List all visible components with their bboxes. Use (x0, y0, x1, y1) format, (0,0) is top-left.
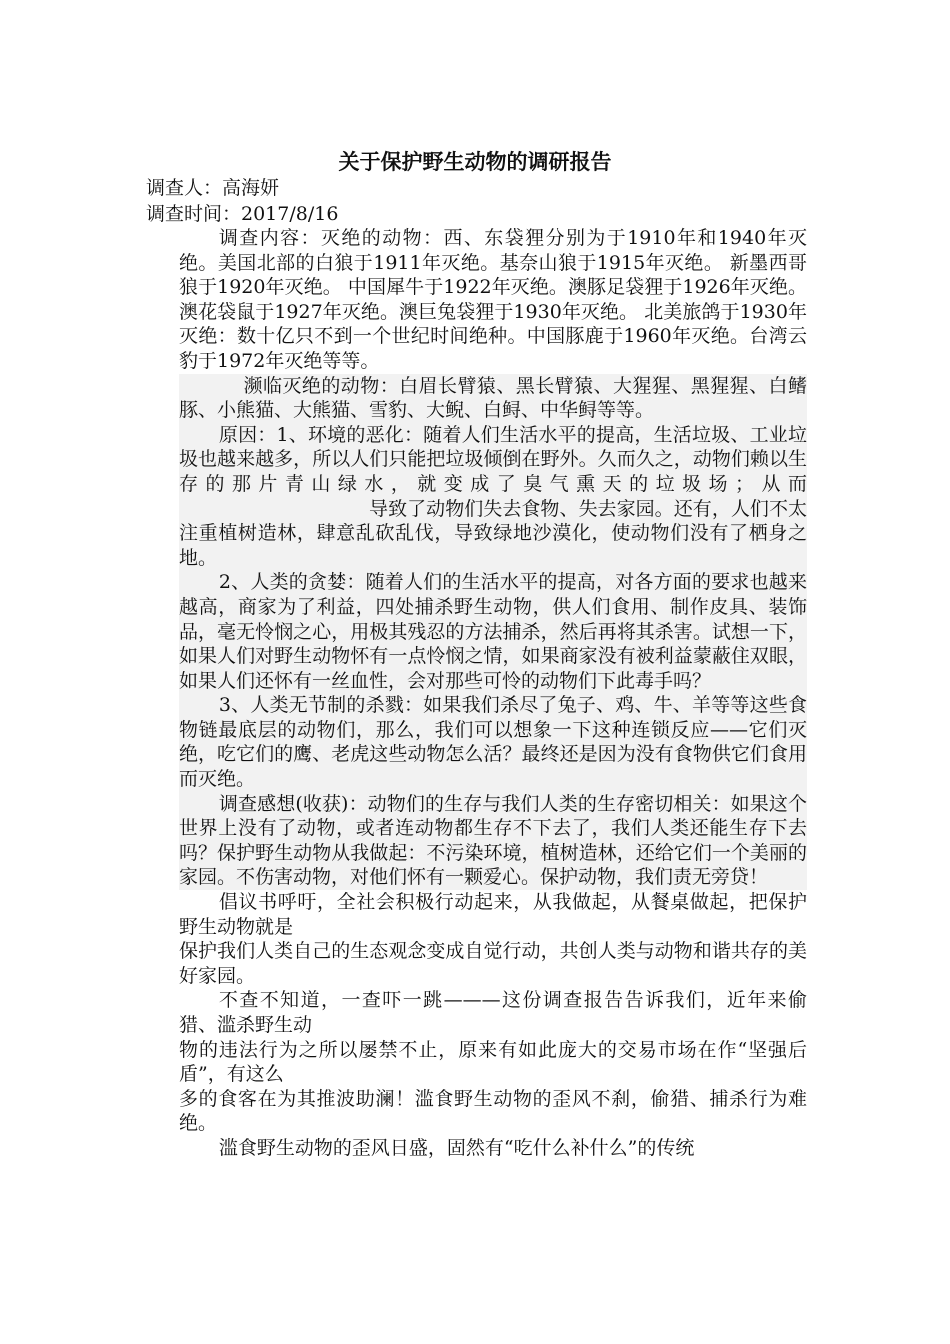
paragraph-content: 调查内容：灭绝的动物：西、东袋狸分别为于1910年和1940年灭绝。美国北部的白狼于1911年灭绝。基奈山狼于1915年灭绝。 新墨西哥狼于1920年灭绝。 中国犀牛于1922年灭绝。澳豚足袋狸于1926年灭绝。澳花袋鼠于1927年灭绝。澳巨兔袋狸于1930年灭绝。 北美旅鸽于1930年灭绝：数十亿只不到一个世纪时间绝种。中国豚鹿于1960年灭绝。台湾云豹于1972年灭绝等等。 (179, 227, 807, 372)
investigator-line: 调查人：高海妍 (146, 177, 280, 199)
reason-1-part-b: 导致了动物们失去食物、失去家园。还有，人们不太注重植树造林，肆意乱砍乱伐，导致绿地沙漠化，使动物们没有了栖身之地。 (179, 497, 807, 569)
paragraph-feelings: 调查感想(收获)：动物们的生存与我们人类的生存密切相关：如果这个世界上没有了动物，或者连动物都生存不下去了，我们人类还能生存下去吗？保护野生动物从我做起：不污染环境，植树造林，还给它们一个美丽的家园。不伤害动物，对他们怀有一颗爱心。保护动物，我们责无旁贷！ (179, 792, 807, 889)
body-text (179, 226, 807, 1161)
paragraph-last: 滥食野生动物的歪风日盛，固然有“吃什么补什么”的传统 (218, 1136, 695, 1159)
paragraph-reason-1 (179, 423, 807, 571)
paragraph-shock-line-3: 多的食客在为其推波助澜！滥食野生动物的歪风不刹，偷猎、捕杀行为难绝。 (179, 1087, 807, 1135)
paragraph-reason-3: 3、人类无节制的杀戮：如果我们杀尽了兔子、鸡、牛、羊等等这些食物链最底层的动物们，那么，我们可以想象一下这种连锁反应——它们灭绝，吃它们的鹰、老虎这些动物怎么活？最终还是因为没有食物供它们食用而灭绝。 (179, 694, 807, 791)
paragraph-reason-2: 2、人类的贪婪：随着人们的生活水平的提高，对各方面的要求也越来越高，商家为了利益，四处捕杀野生动物，供人们食用、制作皮具、装饰品，毫无怜悯之心，用极其残忍的方法捕杀，然后再将其杀害。试想一下，如果人们对野生动物怀有一点怜悯之情，如果商家没有被利益蒙蔽住双眼，如果人们还怀有一丝血性，会对那些可怜的动物们下此毒手吗？ (179, 571, 807, 692)
report-title: 关于保护野生动物的调研报告 (338, 149, 612, 174)
paragraph-shock-line-2: 物的违法行为之所以屡禁不止，原来有如此庞大的交易市场在作“坚强后盾”，有这么 (179, 1038, 807, 1086)
paragraph-endangered: 濒临灭绝的动物：白眉长臂猿、黑长臂猿、大猩猩、黑猩猩、白鳍豚、小熊猫、大熊猫、雪豹、大鲵、白鲟、中华鲟等等。 (179, 374, 807, 422)
date-line: 调查时间：2017/8/16 (146, 203, 339, 225)
paragraph-call-line-1: 倡议书呼吁，全社会积极行动起来，从我做起，从餐桌做起，把保护野生动物就是 (179, 891, 807, 938)
reason-1-part-a: 原因：1、环境的恶化：随着人们生活水平的提高，生活垃圾、工业垃圾也越来越多，所以人们只能把垃圾倾倒在野外。久而久之，动物们赖以生存的那片青山绿水，就变成了臭气熏天的垃圾场；从而 (179, 423, 807, 495)
paragraph-shock-line-1: 不查不知道，一查吓一跳———这份调查报告告诉我们，近年来偷猎、滥杀野生动 (179, 989, 807, 1036)
paragraph-call-line-2: 保护我们人类自己的生态观念变成自觉行动，共创人类与动物和谐共存的美好家园。 (179, 940, 807, 987)
